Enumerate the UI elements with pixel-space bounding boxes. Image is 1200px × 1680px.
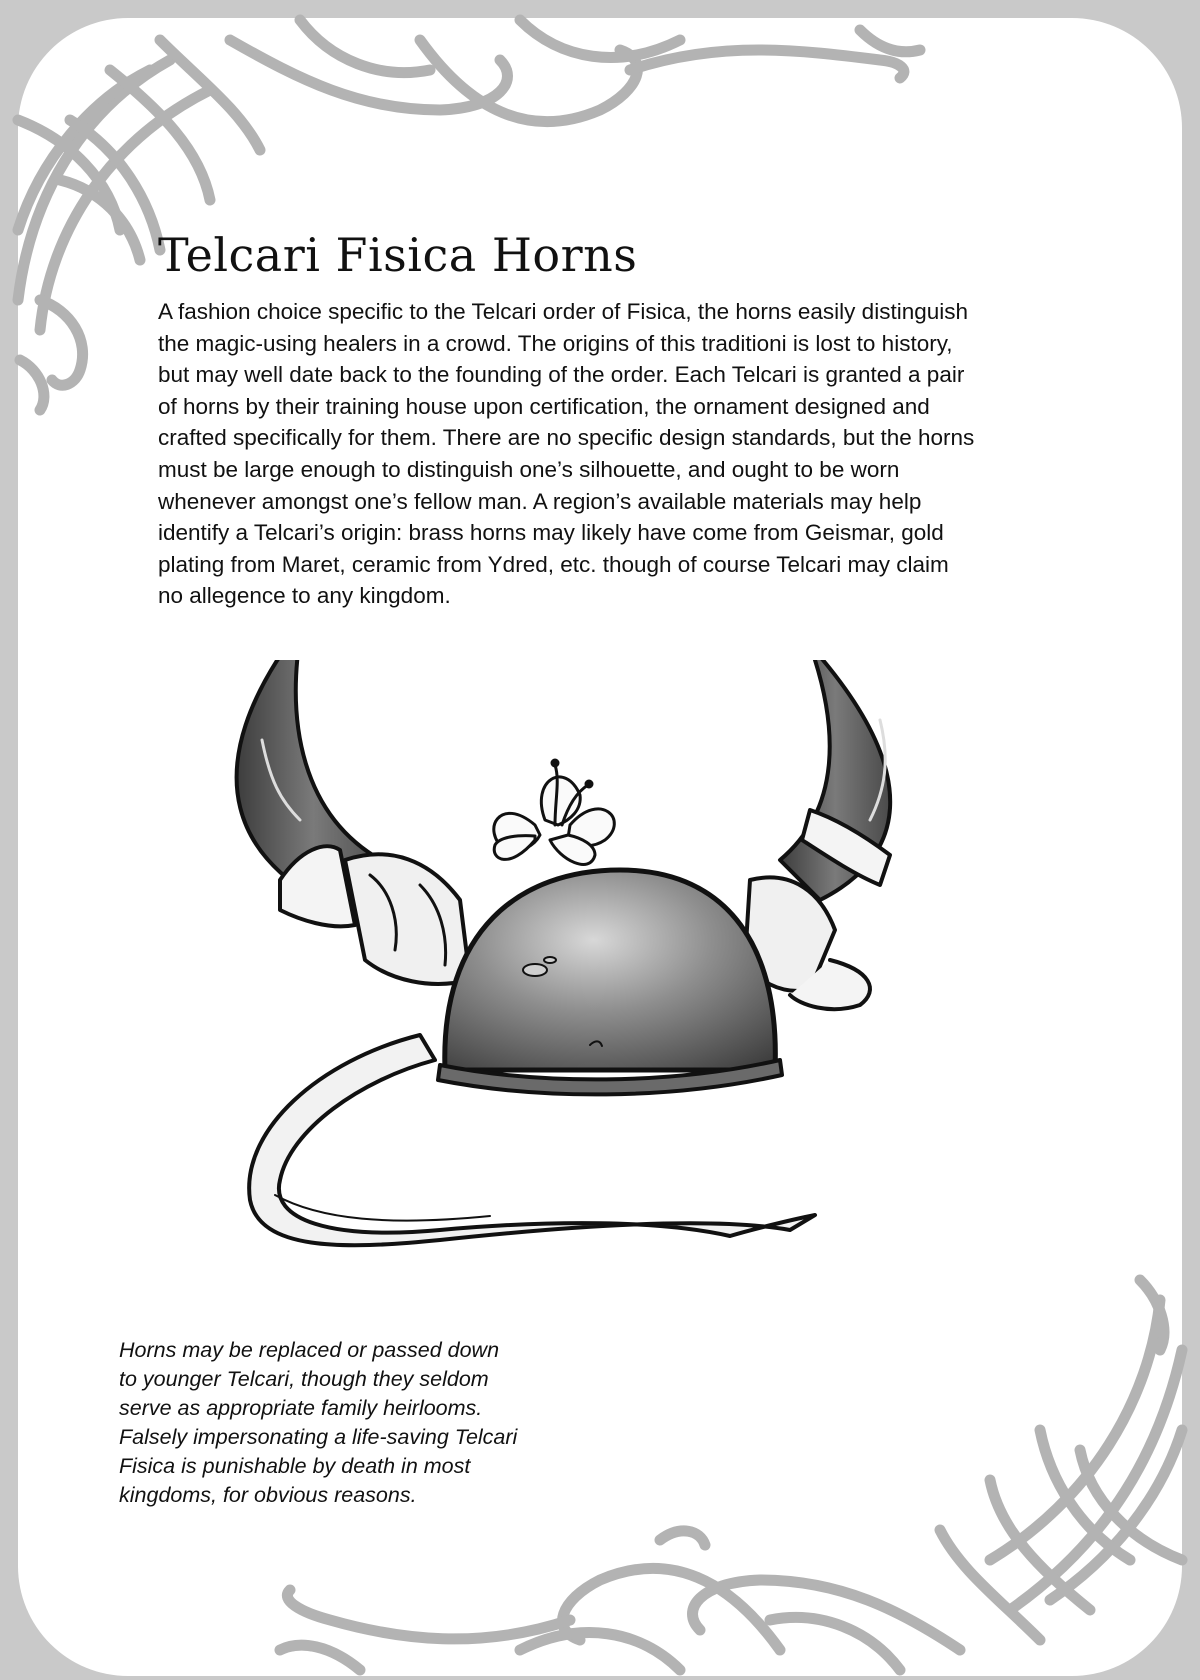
description-paragraph xyxy=(158,296,1058,612)
caption-line: Horns may be replaced or passed down xyxy=(119,1338,500,1362)
caption-line: serve as appropriate family heirlooms. xyxy=(119,1396,483,1420)
caption-line: to younger Telcari, though they seldom xyxy=(119,1367,489,1391)
helmet-dome-icon xyxy=(445,870,776,1070)
description-line: A fashion choice specific to the Telcari order of Fisica, the horns easily distinguish xyxy=(158,299,968,324)
description-line: but may well date back to the founding of the order. Each Telcari is granted a pair xyxy=(158,362,965,388)
flower-icon xyxy=(494,760,614,864)
description-line: no allegence to any kingdom. xyxy=(158,583,451,609)
description-line: identify a Telcari’s origin: brass horns may likely have come from Geismar, gold xyxy=(158,520,944,546)
page-title: Telcari Fisica Horns xyxy=(158,228,638,282)
caption-line: kingdoms, for obvious reasons. xyxy=(119,1483,417,1507)
description-line: of horns by their training house upon certification, the ornament designed and xyxy=(158,393,930,419)
description-line: crafted specifically for them. There are no specific design standards, but the horns xyxy=(158,425,975,451)
horned-helmet-illustration-icon xyxy=(190,660,970,1350)
description-line: the magic-using healers in a crowd. The origins of this traditioni is lost to history, xyxy=(158,330,953,356)
description-line: whenever amongst one’s fellow man. A region’s available materials may help xyxy=(158,488,922,514)
caption-line: Fisica is punishable by death in most xyxy=(119,1454,471,1478)
caption-line: Falsely impersonating a life-saving Telcari xyxy=(119,1425,518,1449)
illustration-caption xyxy=(119,1336,517,1510)
description-line: plating from Maret, ceramic from Ydred, etc. though of course Telcari may claim xyxy=(158,551,949,577)
description-line: must be large enough to distinguish one’s silhouette, and ought to be worn xyxy=(158,456,900,482)
